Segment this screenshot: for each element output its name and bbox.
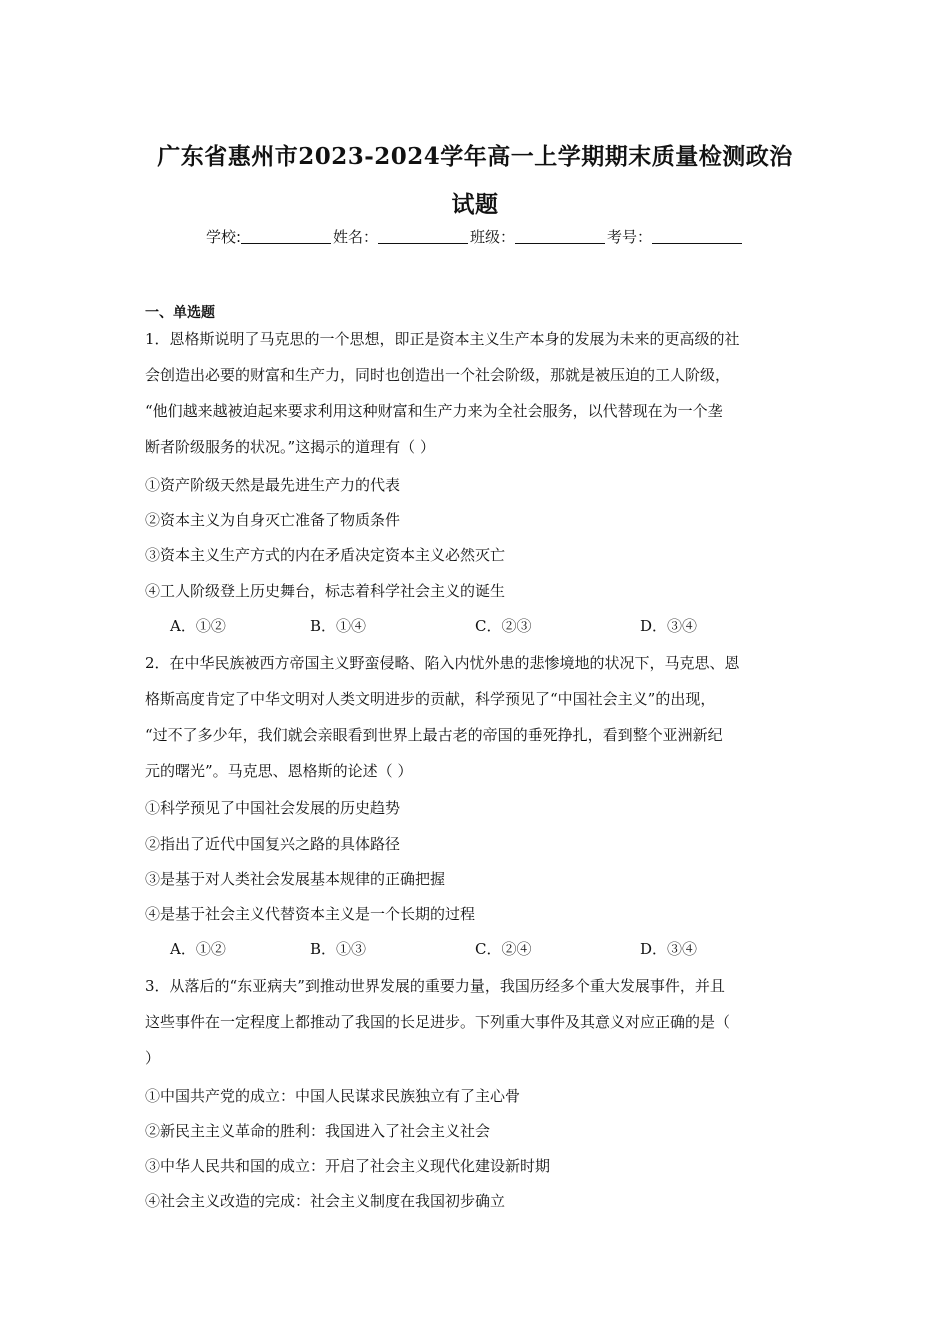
student-info-row [0,226,950,247]
document-title-line-2: 试题 [451,191,499,218]
number-blank [652,229,742,244]
q2-item-4: ④是基于社会主义代替资本主义是一个长期的过程 [145,905,476,923]
q1-choice-c: C．②③ [475,617,532,635]
q1-stem-line-2: 会创造出必要的财富和生产力，同时也创造出一个社会阶级，那就是被压迫的工人阶级， [145,366,731,384]
school-label: 学校: [205,228,241,246]
q3-item-4: ④社会主义改造的完成：社会主义制度在我国初步确立 [145,1192,506,1210]
q2-item-2: ②指出了近代中国复兴之路的具体路径 [145,835,401,853]
q2-item-3: ③是基于对人类社会发展基本规律的正确把握 [145,870,446,888]
q2-choice-a: A．①② [170,940,226,958]
q1-item-2: ②资本主义为自身灭亡准备了物质条件 [145,511,401,529]
q1-item-4: ④工人阶级登上历史舞台，标志着科学社会主义的诞生 [145,582,506,600]
q1-stem-line-3: “他们越来越被迫起来要求利用这种财富和生产力来为全社会服务，以代替现在为一个垄 [145,402,723,420]
q2-stem-line-1: 2．在中华民族被西方帝国主义野蛮侵略、陷入内忧外患的悲惨境地的状况下，马克思、恩 [145,654,740,672]
q2-choice-c: C．②④ [475,940,532,958]
class-label: 班级： [470,228,516,246]
q1-choice-a: A．①② [170,617,226,635]
q1-item-1: ①资产阶级天然是最先进生产力的代表 [145,476,401,494]
q3-item-1: ①中国共产党的成立：中国人民谋求民族独立有了主心骨 [145,1087,521,1105]
q2-item-1: ①科学预见了中国社会发展的历史趋势 [145,799,401,817]
q3-stem-line-2: 这些事件在一定程度上都推动了我国的长足进步。下列重大事件及其意义对应正确的是（ [145,1013,731,1031]
q1-stem-line-4: 断者阶级服务的状况。”这揭示的道理有（ ） [145,438,435,456]
q2-choice-d: D．③④ [640,940,698,958]
q2-stem-line-4: 元的曙光”。马克思、恩格斯的论述（ ） [145,762,413,780]
school-blank [241,229,331,244]
q2-choice-b: B．①③ [310,940,367,958]
q2-stem-line-2: 格斯高度肯定了中华文明对人类文明进步的贡献，科学预见了“中国社会主义”的出现， [145,690,716,708]
q3-stem-line-1: 3．从落后的“东亚病夫”到推动世界发展的重要力量，我国历经多个重大发展事件，并且 [145,977,725,995]
q3-item-3: ③中华人民共和国的成立：开启了社会主义现代化建设新时期 [145,1157,551,1175]
class-blank [515,229,605,244]
q3-stem-line-3: ） [145,1049,161,1067]
name-label: 姓名： [333,228,379,246]
q1-stem-line-1: 1．恩格斯说明了马克思的一个思想，即正是资本主义生产本身的发展为未来的更高级的社 [145,330,740,348]
q1-choice-b: B．①④ [310,617,367,635]
number-label: 考号： [607,228,653,246]
section-heading: 一、单选题 [145,305,215,321]
name-blank [378,229,468,244]
document-title-line-1: 广东省惠州市2023-2024学年高一上学期期末质量检测政治 [157,143,793,170]
q1-item-3: ③资本主义生产方式的内在矛盾决定资本主义必然灭亡 [145,546,506,564]
q1-choice-d: D．③④ [640,617,698,635]
q3-item-2: ②新民主主义革命的胜利：我国进入了社会主义社会 [145,1122,491,1140]
q2-stem-line-3: “过不了多少年，我们就会亲眼看到世界上最古老的帝国的垂死挣扎，看到整个亚洲新纪 [145,726,723,744]
